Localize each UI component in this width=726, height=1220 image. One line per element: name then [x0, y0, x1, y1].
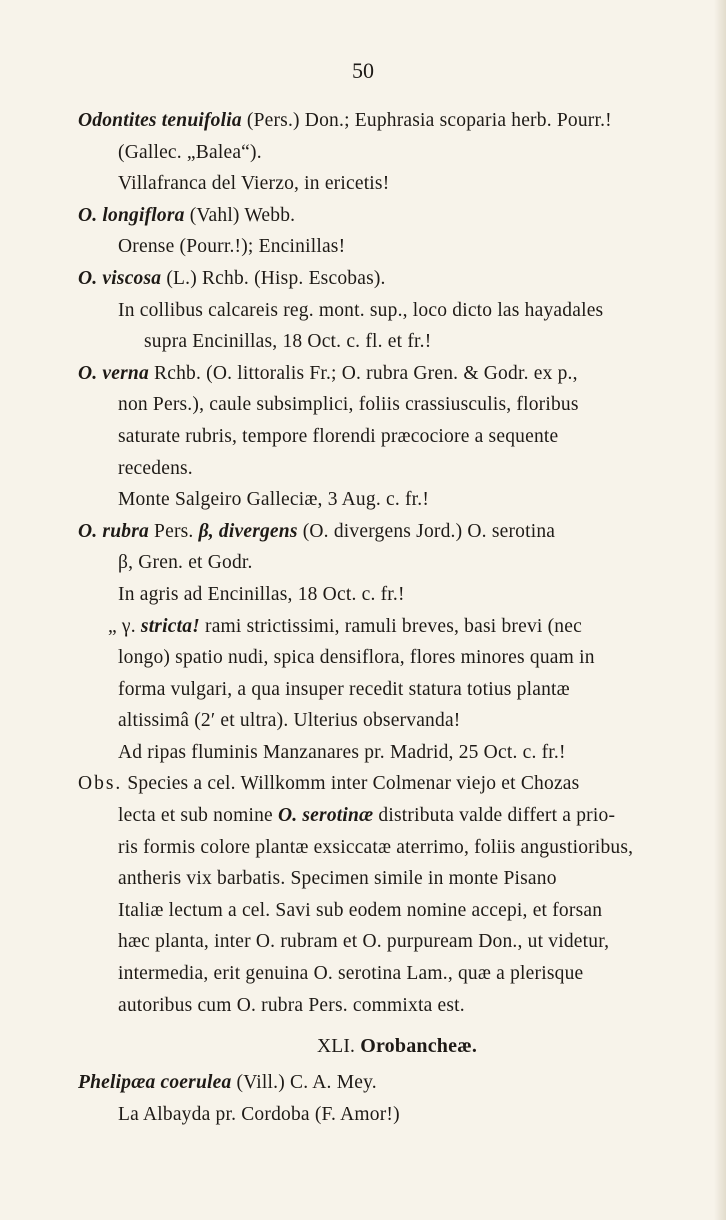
entry-line — [78, 358, 696, 390]
taxon-author: Pers. — [148, 520, 199, 542]
taxon-name: Phelipæa coerulea — [78, 1072, 232, 1094]
locality-line: Villafranca del Vierzo, in ericetis! — [118, 173, 390, 195]
entry-line: recedens. — [118, 457, 193, 479]
locality-line: Ad ripas fluminis Manzanares pr. Madrid, 25 Oct. c. fr.! — [118, 741, 566, 763]
obs-text: Species a cel. Willkomm inter Colmenar viejo et Chozas — [122, 773, 580, 795]
entry-line: β, Gren. et Godr. — [118, 552, 253, 574]
obs-text: distributa valde differt a prio- — [373, 805, 616, 827]
taxon-name: O. longiflora — [78, 204, 185, 226]
entry-line — [78, 1067, 696, 1099]
locality-line: supra Encinillas, 18 Oct. c. fl. et fr.! — [144, 331, 432, 353]
entry-line: (Gallec. „Balea“). — [118, 141, 262, 163]
locality-line: In collibus calcareis reg. mont. sup., loco dicto las hayadales — [118, 299, 604, 321]
variety-name: stricta! — [135, 615, 200, 637]
obs-line: Italiæ lectum a cel. Savi sub eodem nomine accepi, et forsan — [118, 899, 603, 921]
section-title: Orobancheæ. — [360, 1035, 478, 1058]
taxon-name: O. viscosa — [78, 267, 162, 289]
section-heading — [78, 1031, 696, 1067]
obs-line: antheris vix barbatis. Specimen simile in monte Pisano — [118, 868, 557, 890]
obs-line: hæc planta, inter O. rubram et O. purpuream Don., ut videtur, — [118, 931, 610, 953]
entry-line: longo) spatio nudi, spica densiflora, flores minores quam in — [118, 647, 595, 669]
obs-line — [78, 800, 696, 832]
entry-line: altissimâ (2′ et ultra). Ulterius observanda! — [118, 710, 461, 732]
entry-line — [78, 105, 696, 137]
variety-name: β, divergens — [198, 520, 298, 542]
taxon-name: O. serotinæ — [277, 805, 374, 827]
entry-line: saturate rubris, tempore florendi præcociore a sequente — [118, 425, 559, 447]
taxon-author: (Vill.) C. A. Mey. — [231, 1072, 377, 1094]
locality-line: Orense (Pourr.!); Encinillas! — [118, 236, 346, 258]
obs-line — [78, 768, 696, 800]
taxon-author: (O. divergens Jord.) O. serotina — [297, 520, 556, 542]
entry-line — [78, 516, 696, 548]
taxon-author: (Pers.) Don.; Euphrasia scoparia herb. Pourr.! — [241, 110, 612, 131]
obs-label: Obs. — [78, 773, 123, 795]
entry-line: non Pers.), caule subsimplici, foliis crassiusculis, floribus — [118, 394, 579, 416]
taxon-name: Odontites tenuifolia — [78, 110, 242, 131]
locality-line: In agris ad Encinillas, 18 Oct. c. fr.! — [118, 583, 405, 605]
main-text — [78, 105, 696, 1130]
page-edge — [714, 0, 726, 1220]
obs-text: lecta et sub nomine — [118, 805, 278, 827]
locality-line: Monte Salgeiro Galleciæ, 3 Aug. c. fr.! — [118, 489, 430, 511]
obs-line: autoribus cum O. rubra Pers. commixta est. — [118, 994, 465, 1016]
taxon-author: (L.) Rchb. (Hisp. Escobas). — [161, 267, 386, 289]
locality-line: La Albayda pr. Cordoba (F. Amor!) — [118, 1103, 400, 1125]
description-text: rami strictissimi, ramuli breves, basi brevi (nec — [199, 615, 582, 637]
taxon-name: O. rubra — [78, 520, 149, 542]
taxon-name: O. verna — [78, 362, 149, 384]
entry-line — [78, 611, 696, 643]
obs-line: ris formis colore plantæ exsiccatæ aterrimo, foliis angustioribus, — [118, 836, 634, 858]
taxon-author: (Vahl) Webb. — [184, 204, 296, 226]
section-number: XLI. — [316, 1036, 356, 1058]
entry-line: forma vulgari, a qua insuper recedit statura totius plantæ — [118, 678, 570, 700]
taxon-author: Rchb. (O. littoralis Fr.; O. rubra Gren. & Godr. ex p., — [148, 362, 578, 384]
ditto-mark: „ γ. — [108, 615, 136, 637]
obs-line: intermedia, erit genuina O. serotina Lam., quæ a plerisque — [118, 963, 584, 985]
entry-line — [78, 263, 696, 295]
page-number: 50 — [352, 58, 374, 83]
entry-line — [78, 200, 696, 232]
